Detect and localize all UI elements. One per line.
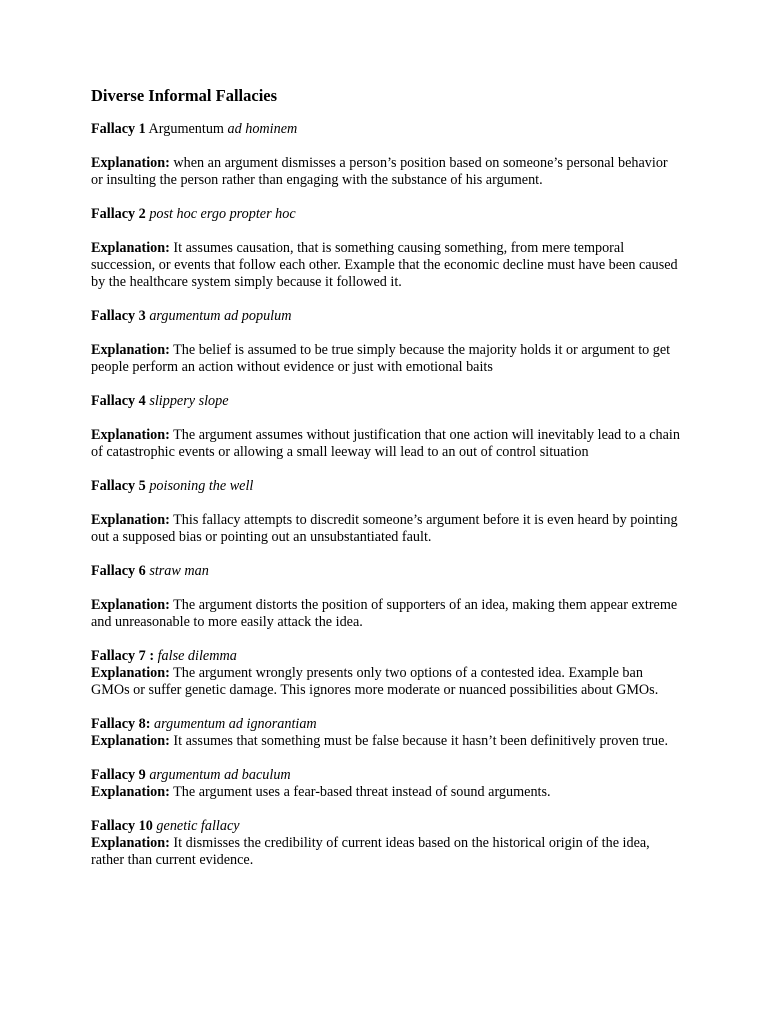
- explanation-text: It assumes causation, that is something causing something, from mere temporal succession, or events that follow each other. Example that the economic decline must have been caused by the healthcare system simply because it followed it.: [91, 240, 678, 290]
- explanation-label: Explanation:: [91, 835, 170, 851]
- fallacy-heading: [91, 563, 681, 580]
- fallacy-heading: [91, 206, 681, 223]
- fallacy-heading: [91, 121, 681, 138]
- fallacy-name: argumentum ad populum: [149, 308, 292, 324]
- fallacy-heading: [91, 648, 681, 665]
- fallacy-label: Fallacy 8:: [91, 716, 151, 732]
- fallacy-label: Fallacy 1: [91, 121, 146, 137]
- fallacy-label: Fallacy 9: [91, 767, 146, 783]
- explanation-label: Explanation:: [91, 733, 170, 749]
- explanation-text: The argument uses a fear-based threat instead of sound arguments.: [173, 784, 551, 800]
- explanation-text: The belief is assumed to be true simply because the majority holds it or argument to get people perform an action without evidence or just with emotional baits: [91, 342, 671, 375]
- fallacy-name: genetic fallacy: [156, 818, 240, 834]
- fallacy-explanation: [91, 835, 681, 869]
- fallacy-label: Fallacy 2: [91, 206, 146, 222]
- fallacy-label: Fallacy 3: [91, 308, 146, 324]
- explanation-label: Explanation:: [91, 240, 170, 256]
- document-body: [91, 86, 681, 869]
- fallacy-name-prefix: Argumentum: [148, 121, 228, 137]
- fallacy-name: argumentum ad ignorantiam: [154, 716, 317, 732]
- explanation-label: Explanation:: [91, 427, 170, 443]
- explanation-label: Explanation:: [91, 155, 170, 171]
- fallacy-label: Fallacy 5: [91, 478, 146, 494]
- fallacy-label: Fallacy 4: [91, 393, 146, 409]
- document-title: Diverse Informal Fallacies: [91, 86, 278, 105]
- explanation-label: Explanation:: [91, 665, 170, 681]
- fallacy-name: slippery slope: [149, 393, 229, 409]
- fallacy-explanation: [91, 427, 681, 461]
- fallacy-explanation: [91, 733, 681, 750]
- fallacy-explanation: [91, 597, 681, 631]
- fallacy-explanation: [91, 342, 681, 376]
- fallacy-label: Fallacy 10: [91, 818, 153, 834]
- explanation-label: Explanation:: [91, 512, 170, 528]
- fallacy-heading: [91, 393, 681, 410]
- explanation-text: It assumes that something must be false because it hasn’t been definitively proven true.: [173, 733, 668, 749]
- fallacy-explanation: [91, 512, 681, 546]
- explanation-text: The argument distorts the position of supporters of an idea, making them appear extreme and unreasonable to more easily attack the idea.: [91, 597, 678, 630]
- explanation-text: when an argument dismisses a person’s position based on someone’s personal behavior or insulting the person rather than engaging with the substance of his argument.: [91, 155, 668, 188]
- fallacy-label: Fallacy 7 :: [91, 648, 155, 664]
- fallacy-heading: [91, 308, 681, 325]
- fallacy-name: false dilemma: [157, 648, 237, 664]
- fallacy-heading: [91, 716, 681, 733]
- fallacy-label: Fallacy 6: [91, 563, 146, 579]
- fallacy-name: poisoning the well: [149, 478, 254, 494]
- explanation-label: Explanation:: [91, 784, 170, 800]
- fallacy-heading: [91, 478, 681, 495]
- fallacy-name: ad hominem: [227, 121, 298, 137]
- explanation-text: The argument wrongly presents only two options of a contested idea. Example ban GMOs or suffer genetic damage. This ignores more moderate or nuanced possibilities about GMOs.: [91, 665, 659, 698]
- fallacy-heading: [91, 767, 681, 784]
- fallacy-explanation: [91, 665, 681, 699]
- fallacy-name: argumentum ad baculum: [149, 767, 291, 783]
- fallacy-explanation: [91, 240, 681, 291]
- fallacy-heading: [91, 818, 681, 835]
- fallacy-explanation: [91, 784, 681, 801]
- explanation-text: The argument assumes without justification that one action will inevitably lead to a chain of catastrophic events or allowing a small leeway will lead to an out of control situation: [91, 427, 680, 460]
- explanation-label: Explanation:: [91, 597, 170, 613]
- explanation-label: Explanation:: [91, 342, 170, 358]
- fallacy-name: straw man: [149, 563, 209, 579]
- fallacy-name: post hoc ergo propter hoc: [149, 206, 296, 222]
- fallacy-explanation: [91, 155, 681, 189]
- explanation-text: This fallacy attempts to discredit someone’s argument before it is even heard by pointing out a supposed bias or pointing out an unsubstantiated fault.: [91, 512, 678, 545]
- explanation-text: It dismisses the credibility of current ideas based on the historical origin of the idea, rather than current evidence.: [91, 835, 650, 868]
